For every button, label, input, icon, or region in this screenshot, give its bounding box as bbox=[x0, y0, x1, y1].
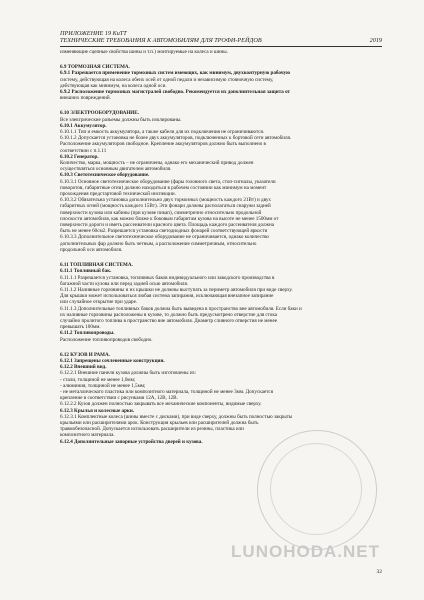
header-rule bbox=[60, 46, 382, 47]
document-line: 6.12.2.1 Внешние панели кузова должны быть изготовлены из: bbox=[60, 370, 196, 377]
document-line: осуществляться основным двигателем автомобиля. bbox=[60, 166, 172, 173]
document-line: дополнительных фар должно быть четным, а расположение симметричным, относительно bbox=[60, 240, 257, 247]
header-line-2: ТЕХНИЧЕСКИЕ ТРЕБОВАНИЯ К АВТОМОБИЛЯМ ДЛЯ ТРОФИ-РЕЙДОВ bbox=[60, 37, 262, 44]
document-line: систему, действующая на колеса обеих осей от одной педали и независимую стояночную систему, bbox=[60, 76, 274, 83]
document-line: 6.11 ТОПЛИВНАЯ СИСТЕМА. bbox=[60, 262, 133, 269]
document-line: Для крышки может использоваться любая система запирания, исключающая внезапное запирание bbox=[60, 293, 274, 300]
document-line: 6.12.2.2 Кузов должен полностью закрывать все механические компоненты, видимые сверху. bbox=[60, 401, 262, 408]
document-line: внешних повреждений. bbox=[60, 95, 111, 102]
document-line: их наливные горловины расположены в кузове, то должно быть предусмотрено отверстие для стока bbox=[60, 311, 277, 318]
document-line: 6.11.2 Топливопроводы. bbox=[60, 330, 115, 337]
document-line: 6.12.4 Дополнительные запорные устройства дверей и кузова. bbox=[60, 438, 203, 445]
document-line: багажной части кузова или перед задней осью автомобиля. bbox=[60, 280, 189, 287]
document-body bbox=[60, 49, 382, 445]
document-line: травмобезопасной. Допускается использовать расширители из резины, пластика или bbox=[60, 426, 244, 433]
document-line: крепление в соответствии с рисунками 12А, 12В, 12В. bbox=[60, 395, 178, 402]
document-line: 6.10.1 Аккумулятор. bbox=[60, 122, 107, 129]
document-line: соответствии с п.1.11 bbox=[60, 147, 107, 154]
document-line: Все электрические разъемы должны быть изолированы. bbox=[60, 116, 182, 123]
stamp-seal bbox=[257, 430, 377, 550]
document-line: 6.10.1.2 Допускается установка не более двух аккумуляторов, подключенных к бортовой сети автомобиля. bbox=[60, 135, 292, 142]
document-line: 6.10.3.3 Дополнительное светотехническое оборудование не ограничивается, однако количество bbox=[60, 234, 269, 241]
document-line: действующая как минимум, на колеса одной оси. bbox=[60, 82, 167, 89]
document-line: Расположение топливопроводов свободно. bbox=[60, 336, 153, 343]
document-line bbox=[60, 55, 382, 58]
document-line: Расположение аккумуляторов свободное. Крепление аккумуляторов должно быть выполнено в bbox=[60, 141, 266, 148]
document-line bbox=[60, 101, 382, 104]
document-line: - стали, толщиной не менее 1,0мм; bbox=[60, 376, 136, 383]
document-line bbox=[60, 253, 382, 256]
document-line: - не металлического пластика или композитного материала, толщиной не менее 3мм. Допускается bbox=[60, 388, 274, 395]
document-line: 6.10.1.1 Тип и емкость аккумулятора, а также кабели для их подключения не ограничиваются. bbox=[60, 129, 265, 136]
document-line: изменяющие сцепные свойства шины и т.п.) монтируемые на колеса и шины. bbox=[60, 49, 228, 55]
document-line: случайно пролитого топлива в пространство вне автомобиля. Диаметр сливного отверстия не менее bbox=[60, 317, 277, 324]
document-line: превышать 100мм. bbox=[60, 324, 101, 331]
document-line: 6.12.3.1 Комплектные колеса (шины вместе с дисками), при виде сверху, должны быть полностью закрыты bbox=[60, 413, 293, 420]
document-line: или случайное открытие при ударе. bbox=[60, 299, 138, 306]
document-line: 6.11.1.3 Дополнительные топливных баков должна быть выведена в пространство вне автомобиля. Если баки и bbox=[60, 305, 302, 312]
document-line bbox=[60, 343, 382, 346]
document-line: 6.12.3 Крылья и колесные арки. bbox=[60, 407, 135, 414]
page-header bbox=[60, 30, 382, 44]
document-line: 6.10.2 Генератор. bbox=[60, 153, 99, 160]
document-line: прохождения предстартовой технической инспекции. bbox=[60, 191, 176, 198]
document-line: поверхности кузова или кабины (при кузове пикап), симметрично относительно продольной bbox=[60, 209, 262, 216]
header-year: 2019 bbox=[369, 37, 382, 44]
document-line: 6.11.1 Топливный бак. bbox=[60, 268, 112, 275]
document-line: 6.12.2 Внешний вид. bbox=[60, 364, 107, 371]
document-line: габаритных огней (мощность каждого 15Вт). Эти фонари должны располагаться снаружи задней bbox=[60, 203, 271, 210]
document-line: 6.11.1.2 Наливные горловины и их крышки не должны выступать за периметр автомобиля при виде сверху. bbox=[60, 286, 293, 293]
document-line: 6.12 КУЗОВ И РАМА. bbox=[60, 351, 110, 358]
document-line: 6.9 ТОРМОЗНАЯ СИСТЕМА. bbox=[60, 64, 130, 71]
document-line: 6.10.3 Светотехническое оборудование. bbox=[60, 172, 150, 179]
document-line: 6.11.1.1 Разрешается установка, топливных баков индивидуального или заводского производства в bbox=[60, 274, 275, 281]
page-number: 32 bbox=[376, 569, 382, 575]
header-line-1: ПРИЛОЖЕНИЕ 19 КиТТ bbox=[60, 30, 127, 37]
document-line: крыльями или расширителями арок. Конструкция крыльев или расширителей должна быть bbox=[60, 419, 259, 426]
document-line: поворотов, габаритные огни) должно находиться в рабочем состоянии как минимум на момент bbox=[60, 184, 267, 191]
document-line: 6.10.3.2 Обязательна установка дополнительно двух тормозных (мощность каждого 21Вт) и двух bbox=[60, 197, 271, 204]
document-line: плоскости автомобиля, как можно ближе к боковым габаритам кузова на высоте не менее 1500мм от bbox=[60, 215, 279, 222]
document-line: 6.9.1 Разрешается применение тормозных систем имеющих, как минимум, двухконтурную рабочую bbox=[60, 70, 291, 77]
watermark: LUNOHODA.NET bbox=[231, 542, 380, 561]
document-line: - алюминия, толщиной не менее 1,5мм; bbox=[60, 382, 146, 389]
document-line: 6.9.2 Расположение тормозных магистралей свободно. Рекомендуется их дополнительная защита от bbox=[60, 89, 291, 96]
document-line: продольной оси автомобиля. bbox=[60, 246, 123, 253]
document-line: поверхности дороги и иметь рассеиватели красного цвета. Площадь каждого рассеивателя должна bbox=[60, 222, 275, 229]
document-line: композитного материала. bbox=[60, 432, 115, 439]
document-line: 6.10.3.1 Основное светотехническое оборудование (фары головного света, стоп-сигналы, указатели bbox=[60, 178, 276, 185]
document-line: 6.10 ЭЛЕКТРООБОРУДОВАНИЕ. bbox=[60, 110, 139, 117]
document-line: 6.12.1 Запрещены сочлененные конструкции. bbox=[60, 357, 165, 364]
document-line: быть не менее 60см2. Разрешается установка светодиодных фонарей соответствующей яркости bbox=[60, 228, 268, 235]
document-line: Количество, марка, мощность – не ограничены, однако его механический привод должен bbox=[60, 160, 254, 167]
